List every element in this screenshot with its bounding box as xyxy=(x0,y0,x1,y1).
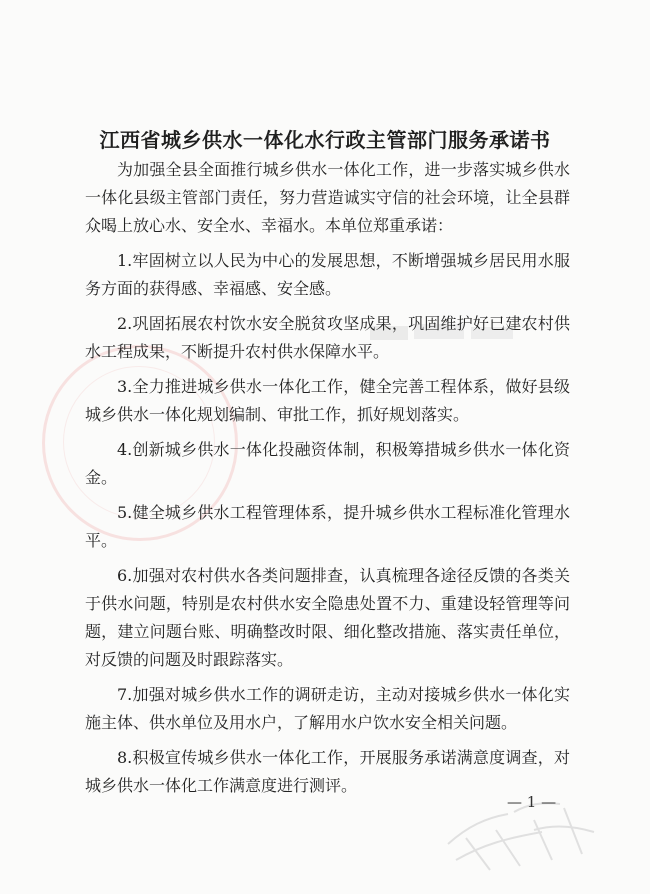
page-number: — 1 — xyxy=(507,793,557,811)
commitment-item-7: 7.加强对城乡供水工作的调研走访，主动对接城乡供水一体化实施主体、供水单位及用水户，了解用水户饮水安全相关问题。 xyxy=(85,685,570,732)
commitment-item-2: 2.巩固拓展农村饮水安全脱贫攻坚成果，巩固维护好已建农村供水工程成果，不断提升农村供水保障水平。 xyxy=(85,314,570,361)
document-title: 江西省城乡供水一体化水行政主管部门服务承诺书 xyxy=(99,128,551,152)
intro-paragraph: 为加强全县全面推行城乡供水一体化工作，进一步落实城乡供水一体化县级主管部门责任，努力营造诚实守信的社会环境，让全县群众喝上放心水、安全水、幸福水。本单位郑重承诺： xyxy=(85,160,570,235)
commitment-item-8: 8.积极宣传城乡供水一体化工作，开展服务承诺满意度调查，对城乡供水一体化工作满意度进行测评。 xyxy=(85,748,570,795)
commitment-item-6: 6.加强对农村供水各类问题排查，认真梳理各途径反馈的各类关于供水问题，特别是农村供水安全隐患处置不力、重建设轻管理等问题，建立问题台账、明确整改时限、细化整改措施、落实责任单位，对反馈的问题及时跟踪落实。 xyxy=(85,566,570,669)
commitment-item-3: 3.全力推进城乡供水一体化工作，健全完善工程体系，做好县级城乡供水一体化规划编制、审批工作，抓好规划落实。 xyxy=(85,377,570,424)
commitment-item-1: 1.牢固树立以人民为中心的发展思想，不断增强城乡居民用水服务方面的获得感、幸福感、安全感。 xyxy=(85,251,570,298)
commitment-item-5: 5.健全城乡供水工程管理体系，提升城乡供水工程标准化管理水平。 xyxy=(85,503,570,550)
document-body xyxy=(85,156,570,807)
commitment-item-4: 4.创新城乡供水一体化投融资体制，积极筹措城乡供水一体化资金。 xyxy=(85,440,570,487)
